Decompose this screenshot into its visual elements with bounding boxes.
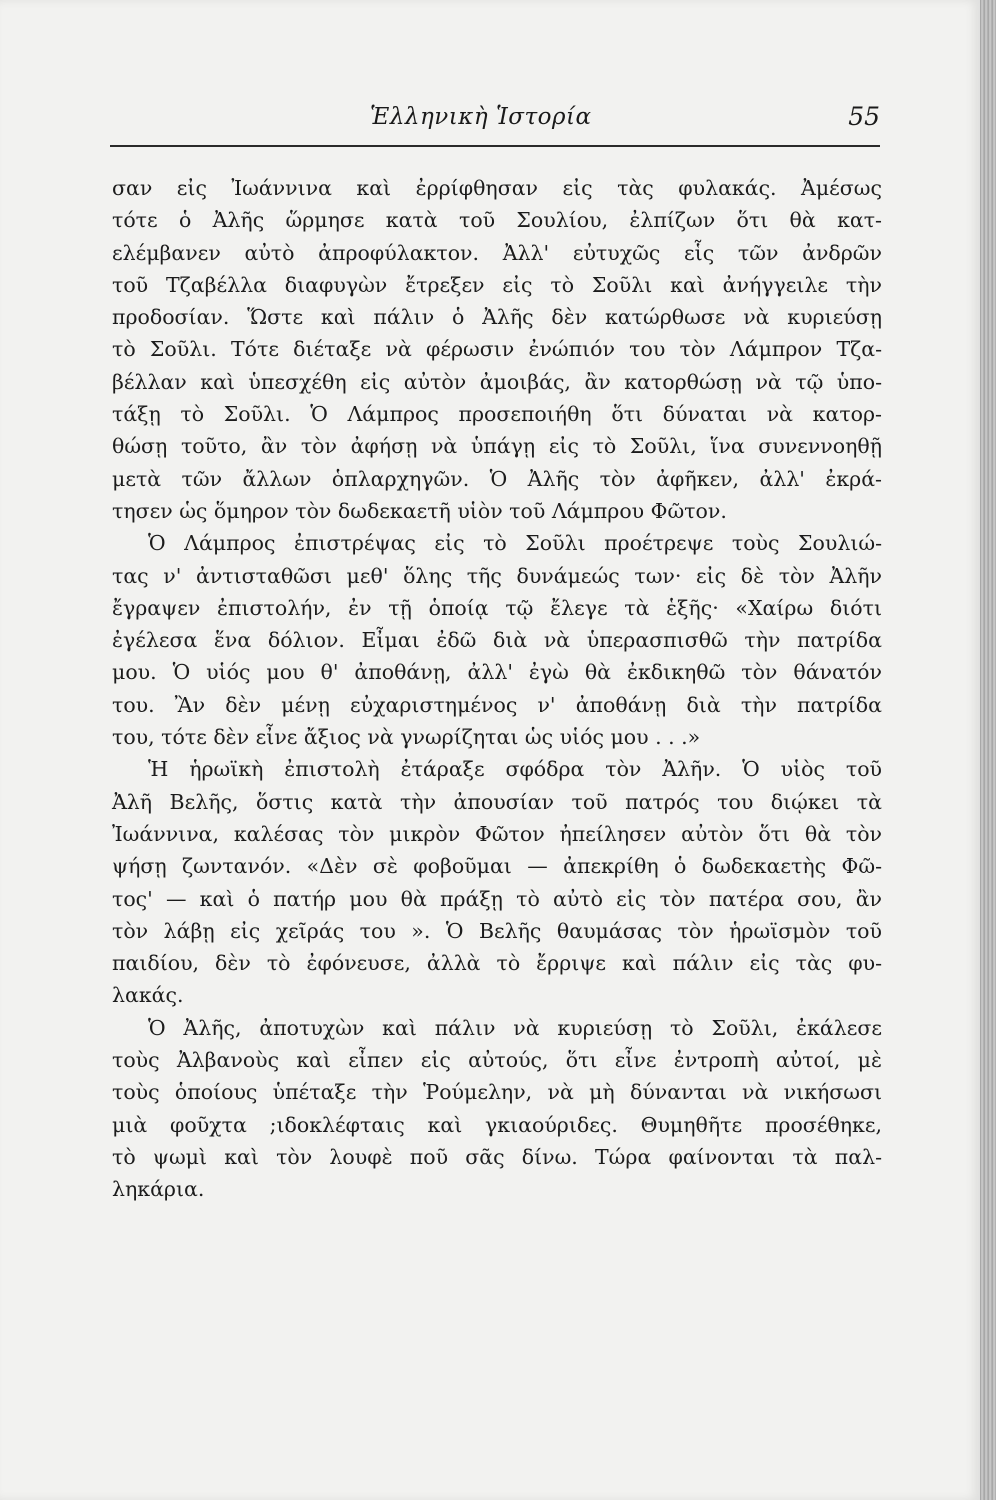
paragraph [112,527,882,753]
text-line: τότε ὁ Ἀλῆς ὥρμησε κατὰ τοῦ Σουλίου, ἐλπίζων ὅτι θὰ κατ- [112,208,882,233]
running-title: Ἑλληνικὴ Ἱστορία [370,104,592,130]
text-line: τὸ ψωμὶ καὶ τὸν λουφὲ ποῦ σᾶς δίνω. Τώρα φαίνονται τὰ παλ- [112,1144,882,1169]
text-line: Ἀλῆ Βελῆς, ὅστις κατὰ τὴν ἀπουσίαν τοῦ πατρός του διῴκει τὰ [112,789,882,814]
paragraph [112,753,882,1011]
text-line: τοὺς ὁποίους ὑπέταξε τὴν Ῥούμελην, νὰ μὴ δύνανται νὰ νικήσωσι [112,1080,882,1105]
page-number: 55 [848,102,880,131]
paragraph [112,1012,882,1206]
text-line: τοῦ Τζαβέλλα διαφυγὼν ἔτρεξεν εἰς τὸ Σοῦλι καὶ ἀνήγγειλε τὴν [112,272,882,297]
paragraph [112,172,882,527]
text-line: λακάς. [112,983,184,1008]
text-line: ἔγραψεν ἐπιστολήν, ἐν τῇ ὁποίᾳ τῷ ἔλεγε τὰ ἑξῆς· «Χαίρω διότι [112,595,882,620]
text-line: τάξῃ τὸ Σοῦλι. Ὁ Λάμπρος προσεποιήθη ὅτι δύναται νὰ κατορ- [112,402,882,427]
text-line: Ὁ Λάμπρος ἐπιστρέψας εἰς τὸ Σοῦλι προέτρεψε τοὺς Σουλιώ- [148,531,882,556]
text-line: ελέμβανεν αὐτὸ ἀπροφύλακτον. Ἀλλ' εὐτυχῶς εἷς τῶν ἀνδρῶν [112,240,882,265]
text-line: μιὰ φοῦχτα ;ιδοκλέφταις καὶ γκιαούριδες. Θυμηθῆτε προσέθηκε, [112,1112,882,1137]
text-line: τησεν ὡς ὅμηρον τὸν δωδεκαετῆ υἱὸν τοῦ Λάμπρου Φῶτον. [112,498,727,523]
text-line: προδοσίαν. Ὥστε καὶ πάλιν ὁ Ἀλῆς δὲν κατώρθωσε νὰ κυριεύσῃ [112,305,882,330]
running-header [110,100,880,140]
text-line: Ἡ ἡρωϊκὴ ἐπιστολὴ ἐτάραξε σφόδρα τὸν Ἀλῆν. Ὁ υἱὸς τοῦ [148,757,882,782]
text-line: του. Ἂν δὲν μένῃ εὐχαριστημένος ν' ἀποθάνῃ διὰ τὴν πατρίδα [112,692,882,717]
body-text [112,172,882,1206]
text-line: τοὺς Ἀλβανοὺς καὶ εἶπεν εἰς αὐτούς, ὅτι εἶνε ἐντροπὴ αὐτοί, μὲ [112,1048,882,1073]
text-line: τὸ Σοῦλι. Τότε διέταξε νὰ φέρωσιν ἐνώπιόν του τὸν Λάμπρον Τζα- [112,337,882,362]
text-line: τὸν λάβῃ εἰς χεῖράς του ». Ὁ Βελῆς θαυμάσας τὸν ἡρωϊσμὸν τοῦ [112,918,882,943]
text-line: σαν εἰς Ἰωάννινα καὶ ἐρρίφθησαν εἰς τὰς φυλακάς. Ἀμέσως [112,176,882,200]
text-line: τας ν' ἀντισταθῶσι μεθ' ὅλης τῆς δυνάμεώς των· εἰς δὲ τὸν Ἀλῆν [112,563,882,588]
text-line: θώσῃ τοῦτο, ἂν τὸν ἀφήσῃ νὰ ὑπάγῃ εἰς τὸ Σοῦλι, ἵνα συνεννοηθῇ [112,434,882,459]
text-line: του, τότε δὲν εἶνε ἄξιος νὰ γνωρίζηται ὡς υἱός μου . . .» [112,725,701,750]
stacked-pages-edge [980,0,996,1500]
header-rule [110,145,880,147]
text-line: τος' — καὶ ὁ πατήρ μου θὰ πράξῃ τὸ αὐτὸ εἰς τὸν πατέρα σου, ἂν [112,886,882,911]
text-line: ἐγέλεσα ἕνα δόλιον. Εἶμαι ἐδῶ διὰ νὰ ὑπερασπισθῶ τὴν πατρίδα [112,628,882,653]
text-line: μου. Ὁ υἱός μου θ' ἀποθάνῃ, ἀλλ' ἐγὼ θὰ ἐκδικηθῶ τὸν θάνατόν [112,660,882,685]
text-line: μετὰ τῶν ἄλλων ὁπλαρχηγῶν. Ὁ Ἀλῆς τὸν ἀφῆκεν, ἀλλ' ἐκρά- [112,466,882,491]
text-line: Ἰωάννινα, καλέσας τὸν μικρὸν Φῶτον ἠπείλησεν αὐτὸν ὅτι θὰ τὸν [112,821,882,846]
text-line: Ὁ Ἀλῆς, ἀποτυχὼν καὶ πάλιν νὰ κυριεύσῃ τὸ Σοῦλι, ἐκάλεσε [148,1015,882,1040]
text-line: ληκάρια. [112,1177,205,1202]
text-line: βέλλαν καὶ ὑπεσχέθη εἰς αὐτὸν ἀμοιβάς, ἂν κατορθώσῃ νὰ τῷ ὑπο- [112,369,882,394]
text-line: ψήσῃ ζωντανόν. «Δὲν σὲ φοβοῦμαι — ἀπεκρίθη ὁ δωδεκαετὴς Φῶ- [112,854,882,879]
text-line: παιδίου, δὲν τὸ ἐφόνευσε, ἀλλὰ τὸ ἔρριψε καὶ πάλιν εἰς τὰς φυ- [112,951,882,976]
